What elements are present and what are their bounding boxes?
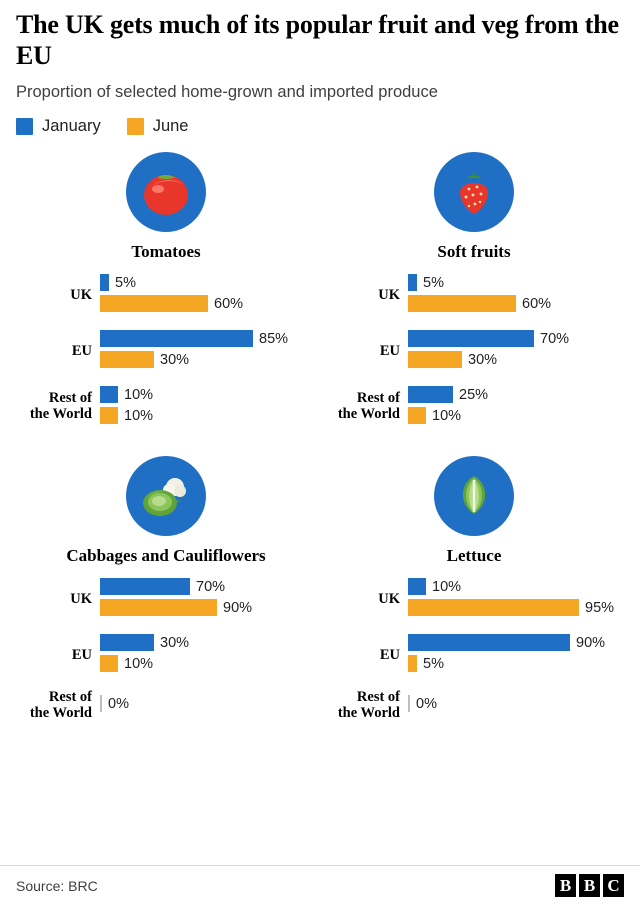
row-group-bars [408,274,624,316]
bar-wrap [408,295,624,312]
bar-wrap [408,330,624,347]
row-group-bars [100,695,316,716]
panel-rows [16,578,316,721]
row-label-line: the World [337,704,400,721]
bar-wrap [100,634,316,651]
bar-june [100,407,118,424]
bar-value-january: 25% [459,386,489,403]
bar-january [408,578,426,595]
bar-line-june [100,295,316,312]
bar-wrap [100,655,316,672]
panel-title: Cabbages and Cauliflowers [66,546,266,566]
bar-value-january: 70% [196,578,226,595]
lettuce-icon [434,456,514,536]
bar-line-june [100,407,316,424]
panel-header [16,146,316,262]
row-label [16,690,100,721]
bar-value-june: 10% [124,655,154,672]
bar-january [100,386,118,403]
panel-header [324,146,624,262]
row-group-bars [100,386,316,428]
bar-value-june: 60% [522,295,552,312]
bar-value-january: 0% [108,695,129,712]
bar-value-june: 95% [585,599,615,616]
row-group-bars [408,578,624,620]
bar-line-january [100,578,316,595]
bar-january-zero [408,695,410,712]
bar-wrap [408,695,624,712]
bar-value-june: 10% [124,407,154,424]
legend [16,117,624,136]
infographic-page [0,10,640,905]
source-label: Source: BRC [16,877,98,894]
bar-value-june: 30% [468,351,498,368]
bar-wrap [408,655,624,672]
bar-june [408,599,579,616]
row-group-rest-of-world [324,386,624,428]
legend-label-january: January [42,117,101,136]
bar-june [408,407,426,424]
row-label [16,344,100,359]
row-group-bars [408,386,624,428]
bar-line-june [100,351,316,368]
bar-january [408,386,453,403]
bbc-logo-letter: C [603,874,624,897]
bar-january [100,578,190,595]
row-label-line: the World [29,406,92,423]
bar-wrap [408,407,624,424]
bar-line-january [100,330,316,347]
bar-line-january [100,386,316,403]
row-group-rest-of-world [16,690,316,721]
row-group-bars [408,695,624,716]
row-group-uk [16,578,316,620]
row-group-bars [100,578,316,620]
footer [0,865,640,905]
row-label [324,648,408,663]
panel-title: Lettuce [446,546,502,566]
row-label [324,592,408,607]
tomato-icon [126,152,206,232]
row-label-line: EU [71,342,92,359]
page-subtitle: Proportion of selected home-grown and imported produce [16,83,438,102]
bar-line-january [100,274,316,291]
bar-value-june: 10% [432,407,462,424]
row-label-line: EU [71,646,92,663]
row-label-line: Rest of [48,689,92,706]
bar-value-june: 30% [160,351,190,368]
row-label-line: Rest of [356,689,400,706]
row-label-line: the World [337,406,400,423]
bar-wrap [100,330,316,347]
row-label [16,592,100,607]
row-label-line: Rest of [48,390,92,407]
bar-value-january: 90% [576,634,606,651]
row-group-bars [408,634,624,676]
row-group-bars [100,330,316,372]
bar-january [408,330,534,347]
bbc-logo-letter: B [579,874,600,897]
bar-line-january [408,386,624,403]
legend-label-june: June [152,117,189,136]
bar-wrap [100,295,316,312]
bbc-logo-letter: B [555,874,576,897]
bar-wrap [100,351,316,368]
cabbage-cauliflower-icon [126,456,206,536]
bar-line-june [408,407,624,424]
bar-june [100,295,208,312]
bar-january [100,634,154,651]
row-label [324,344,408,359]
bar-june [408,295,516,312]
bar-january-zero [100,695,102,712]
row-label-line: EU [379,342,400,359]
row-group-eu [16,634,316,676]
bar-line-june [408,295,624,312]
legend-item-january [16,117,101,136]
row-label [16,288,100,303]
row-label-line: UK [378,286,400,303]
bar-value-june: 90% [223,599,253,616]
bar-value-january: 5% [115,274,136,291]
bar-wrap [100,274,316,291]
bar-wrap [408,599,624,616]
panel-grid [16,146,624,735]
row-group-rest-of-world [16,386,316,428]
bar-line-january [100,695,316,712]
row-label-line: Rest of [356,390,400,407]
row-group-bars [100,634,316,676]
row-group-eu [16,330,316,372]
row-group-uk [324,578,624,620]
bar-january [408,274,417,291]
row-label [324,690,408,721]
bar-wrap [100,386,316,403]
panel-cabbages-and-cauliflowers [16,450,316,735]
bbc-logo [555,874,624,897]
panel-rows [324,578,624,721]
bar-line-january [408,330,624,347]
panel-tomatoes [16,146,316,442]
bar-value-january: 5% [423,274,444,291]
bar-value-january: 70% [540,330,570,347]
legend-swatch-january [16,118,33,135]
panel-lettuce [324,450,624,735]
bar-value-january: 30% [160,634,190,651]
row-group-eu [324,330,624,372]
bar-line-january [408,274,624,291]
row-group-bars [408,330,624,372]
panel-rows [16,274,316,428]
legend-item-june [127,117,189,136]
bar-wrap [408,634,624,651]
legend-swatch-june [127,118,144,135]
bar-wrap [408,578,624,595]
bar-wrap [408,351,624,368]
bar-value-june: 5% [423,655,444,672]
panel-soft-fruits [324,146,624,442]
row-label [324,391,408,422]
bar-wrap [100,599,316,616]
strawberry-icon [434,152,514,232]
row-label [324,288,408,303]
panel-rows [324,274,624,428]
panel-title: Tomatoes [131,242,201,262]
bar-value-january: 10% [432,578,462,595]
bar-line-january [408,634,624,651]
row-label [16,648,100,663]
bar-line-june [408,655,624,672]
row-group-rest-of-world [324,690,624,721]
bar-line-january [100,634,316,651]
page-title: The UK gets much of its popular fruit and veg from the EU [16,10,619,70]
bar-june [100,655,118,672]
bar-line-june [100,599,316,616]
bar-value-january: 0% [416,695,437,712]
panel-title: Soft fruits [437,242,511,262]
bar-june [100,599,217,616]
bar-wrap [408,274,624,291]
bar-value-january: 10% [124,386,154,403]
bar-june [100,351,154,368]
row-label-line: UK [378,590,400,607]
bar-january [100,330,253,347]
row-label-line: UK [70,286,92,303]
bar-line-january [408,578,624,595]
bar-wrap [100,695,316,712]
bar-january [408,634,570,651]
panel-header [16,450,316,566]
bar-june [408,655,417,672]
bar-june [408,351,462,368]
bar-line-june [408,599,624,616]
bar-line-january [408,695,624,712]
bar-value-january: 85% [259,330,289,347]
bar-line-june [100,655,316,672]
bar-wrap [100,407,316,424]
bar-january [100,274,109,291]
row-group-eu [324,634,624,676]
row-group-bars [100,274,316,316]
row-label-line: EU [379,646,400,663]
row-label [16,391,100,422]
row-label-line: the World [29,704,92,721]
panel-header [324,450,624,566]
row-group-uk [324,274,624,316]
row-label-line: UK [70,590,92,607]
row-group-uk [16,274,316,316]
bar-wrap [408,386,624,403]
bar-wrap [100,578,316,595]
bar-value-june: 60% [214,295,244,312]
bar-line-june [408,351,624,368]
